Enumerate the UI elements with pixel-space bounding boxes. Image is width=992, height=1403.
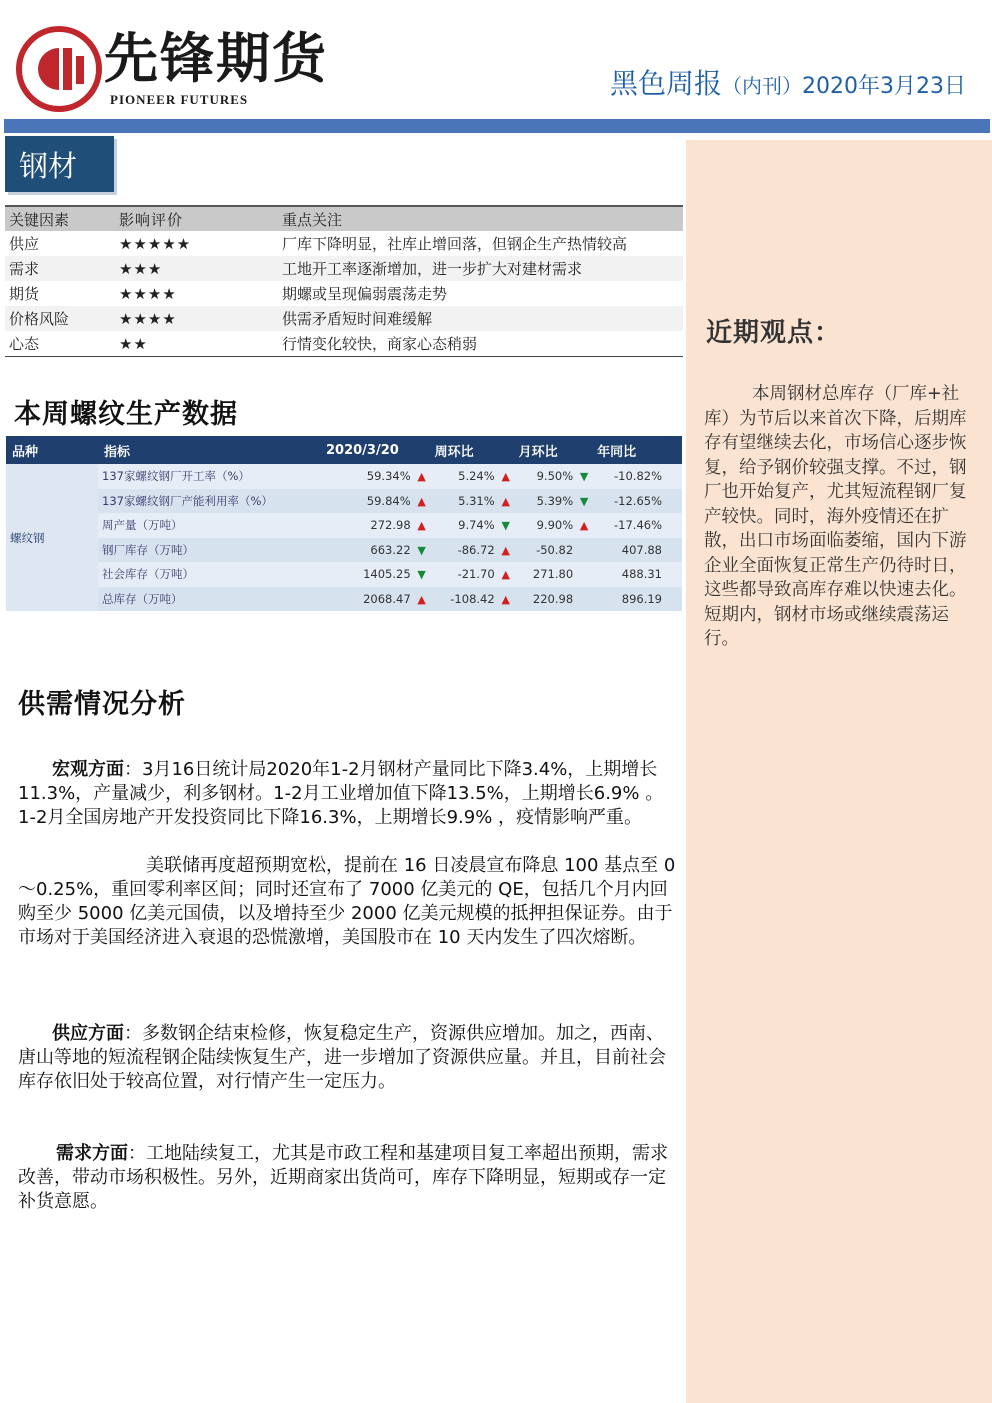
indicator-cell: 社会库存（万吨） [98,562,320,587]
focus-cell: 供需矛盾短时间难缓解 [278,306,683,331]
trend-cell [415,489,429,514]
rating-cell: ★★★★ [115,306,278,331]
rating-cell: ★★★★★ [119,234,192,253]
factors-table [5,205,683,357]
table-header-row [6,436,682,464]
section-tag [5,136,114,192]
trend-cell [415,562,429,587]
mom-cell: 271.80 [513,562,577,587]
wow-cell: -86.72 [429,538,499,563]
trend-cell [499,562,513,587]
table-row [6,489,682,514]
table-row [5,281,683,306]
fed-text: 美联储再度超预期宽松，提前在 16 日凌晨宣布降息 100 基点至 0～0.25%，重回零利率区间；同时还宣布了 7000 亿美元的 QE，包括几个月内回购至少 5000 亿美元国债，以及增持至少 2000 亿美元规模的抵押担保证券。由于市场对于美国经济进入衰退的恐慌激增，美国股市在 10 天内发生了四次熔断。 [18,855,676,948]
trend-cell [415,538,429,563]
down-arrow-icon: ▼ [579,470,589,484]
production-heading: 本周螺纹生产数据 [14,399,238,430]
value-cell: 59.34% [320,464,415,489]
analysis-heading: 供需情况分析 [18,689,186,720]
spacer-cell [666,489,682,514]
demand-paragraph [18,1142,680,1214]
trend-cell [499,513,513,538]
up-arrow-icon: ▲ [579,519,589,533]
report-date: 2020年3月23日 [802,74,966,99]
indicator-cell: 周产量（万吨） [98,513,320,538]
indicator-cell: 钢厂库存（万吨） [98,538,320,563]
demand-label: 需求方面 [56,1143,128,1164]
table-row [6,562,682,587]
table-row [6,587,682,612]
value-cell: 2068.47 [320,587,415,612]
yoy-cell: 896.19 [591,587,666,612]
down-arrow-icon: ▼ [417,568,426,582]
wow-cell: -108.42 [429,587,499,612]
up-arrow-icon: ▲ [501,470,510,484]
up-arrow-icon: ▲ [417,592,426,606]
table-row [5,231,683,256]
up-arrow-icon: ▲ [417,494,426,508]
indicator-cell: 137家螺纹钢厂开工率（%） [98,464,320,489]
trend-cell [577,538,591,563]
table-header-cell: 年同比 [591,436,682,464]
table-header-cell: 指标 [98,436,320,464]
table-header-cell: 重点关注 [278,206,683,231]
trend-cell [415,587,429,612]
yoy-cell: 488.31 [591,562,666,587]
rating-cell: ★★★★ [119,284,177,303]
yoy-cell: -17.46% [591,513,666,538]
spacer-cell [666,538,682,563]
report-title [610,62,966,102]
trend-cell [415,513,429,538]
mom-cell: 9.90% [513,513,577,538]
factor-cell: 供应 [9,235,40,253]
mom-cell: -50.82 [513,538,577,563]
focus-cell: 期螺或呈现偏弱震荡走势 [282,285,448,303]
table-header-cell: 月环比 [513,436,591,464]
table-row [6,513,682,538]
rating-cell: ★★★ [115,256,278,281]
table-row [5,331,683,357]
down-arrow-icon: ▼ [417,543,426,557]
production-table-body [6,464,682,611]
table-header-row [5,206,683,231]
trend-cell [577,489,591,514]
sidebar-text [704,382,968,652]
down-arrow-icon: ▼ [501,519,510,533]
factor-cell: 需求 [5,256,115,281]
value-cell: 663.22 [320,538,415,563]
factor-cell: 期货 [9,285,40,303]
spacer-cell [666,464,682,489]
supply-text: ：多数钢企结束检修，恢复稳定生产，资源供应增加。加之，西南、唐山等地的短流程钢企陆续恢复生产，进一步增加了资源供应量。并且，目前社会库存依旧处于较高位置，对行情产生一定压力。 [18,1023,666,1092]
focus-cell: 行情变化较快，商家心态稍弱 [278,331,683,357]
wow-cell: 5.31% [429,489,499,514]
mom-cell: 9.50% [513,464,577,489]
sidebar-text-body: 本周钢材总库存（厂库+社库）为节后以来首次下降，后期库存有望继续去化，市场信心逐步恢复，给予钢价较强支撑。不过，钢厂也开始复产，尤其短流程钢厂复产较快。同时，海外疫情还在扩散，出口市场面临萎缩，国内下游企业全面恢复正常生产仍待时日，这些都导致高库存难以快速去化。短期内，钢材市场或继续震荡运行。 [704,384,967,649]
wow-cell: -21.70 [429,562,499,587]
up-arrow-icon: ▲ [417,519,426,533]
header-divider [4,119,990,133]
table-row [5,306,683,331]
macro-label: 宏观方面 [52,759,124,780]
spacer-cell [666,562,682,587]
supply-label: 供应方面 [52,1023,124,1044]
wow-cell: 9.74% [429,513,499,538]
indicator-cell: 137家螺纹钢厂产能利用率（%） [98,489,320,514]
up-arrow-icon: ▲ [501,494,510,508]
value-cell: 272.98 [320,513,415,538]
focus-cell: 工地开工率逐渐增加，进一步扩大对建材需求 [278,256,683,281]
yoy-cell: 407.88 [591,538,666,563]
factor-cell: 价格风险 [5,306,115,331]
variety-cell: 螺纹钢 [6,464,98,611]
table-header-cell: 关键因素 [5,206,115,231]
wow-cell: 5.24% [429,464,499,489]
trend-cell [577,513,591,538]
focus-cell: 厂库下降明显，社库止增回落，但钢企生产热情较高 [282,235,628,253]
up-arrow-icon: ▲ [501,543,510,557]
production-table-wrap [6,436,682,621]
brand-name-cn: 先锋期货 [104,26,328,90]
table-row [6,538,682,563]
fed-paragraph [18,854,680,950]
yoy-cell: -10.82% [591,464,666,489]
yoy-cell: -12.65% [591,489,666,514]
rating-cell: ★★ [115,331,278,357]
sidebar-heading: 近期观点： [706,318,842,348]
trend-cell [499,464,513,489]
trend-cell [577,587,591,612]
company-logo [16,26,102,112]
up-arrow-icon: ▲ [501,568,510,582]
section-tag-label: 钢材 [19,149,78,183]
down-arrow-icon: ▼ [579,494,589,508]
report-tag: （内刊） [722,74,803,98]
spacer-cell [666,587,682,612]
macro-paragraph [18,758,680,830]
table-row [6,464,682,489]
spacer-cell [666,513,682,538]
trend-cell [499,489,513,514]
macro-text: ：3月16日统计局2020年1-2月钢材产量同比下降3.4%，上期增长11.3%，产量减少，利多钢材。1-2月工业增加值下降13.5%，上期增长6.9% 。1-2月全国房地产开发投资同比下降16.3%，上期增长9.9% ，疫情影响严重。 [18,759,664,828]
production-table [6,436,682,611]
trend-cell [577,562,591,587]
mom-cell: 220.98 [513,587,577,612]
table-row [5,256,683,281]
table-header-cell: 品种 [6,436,98,464]
factor-cell: 心态 [5,331,115,357]
trend-cell [499,587,513,612]
trend-cell [415,464,429,489]
brand-name-en: PIONEER FUTURES [110,92,249,107]
indicator-cell: 总库存（万吨） [98,587,320,612]
demand-text: ：工地陆续复工，尤其是市政工程和基建项目复工率超出预期，需求改善，带动市场积极性。另外，近期商家出货尚可，库存下降明显，短期或存一定补货意愿。 [18,1143,668,1212]
value-cell: 59.84% [320,489,415,514]
table-header-cell: 周环比 [429,436,513,464]
trend-cell [577,464,591,489]
up-arrow-icon: ▲ [501,592,510,606]
trend-cell [499,538,513,563]
supply-paragraph [18,1022,680,1094]
value-cell: 1405.25 [320,562,415,587]
report-name: 黑色周报 [610,67,723,100]
mom-cell: 5.39% [513,489,577,514]
table-header-cell: 2020/3/20 [320,436,429,464]
up-arrow-icon: ▲ [417,470,426,484]
table-header-cell: 影响评价 [115,206,278,231]
